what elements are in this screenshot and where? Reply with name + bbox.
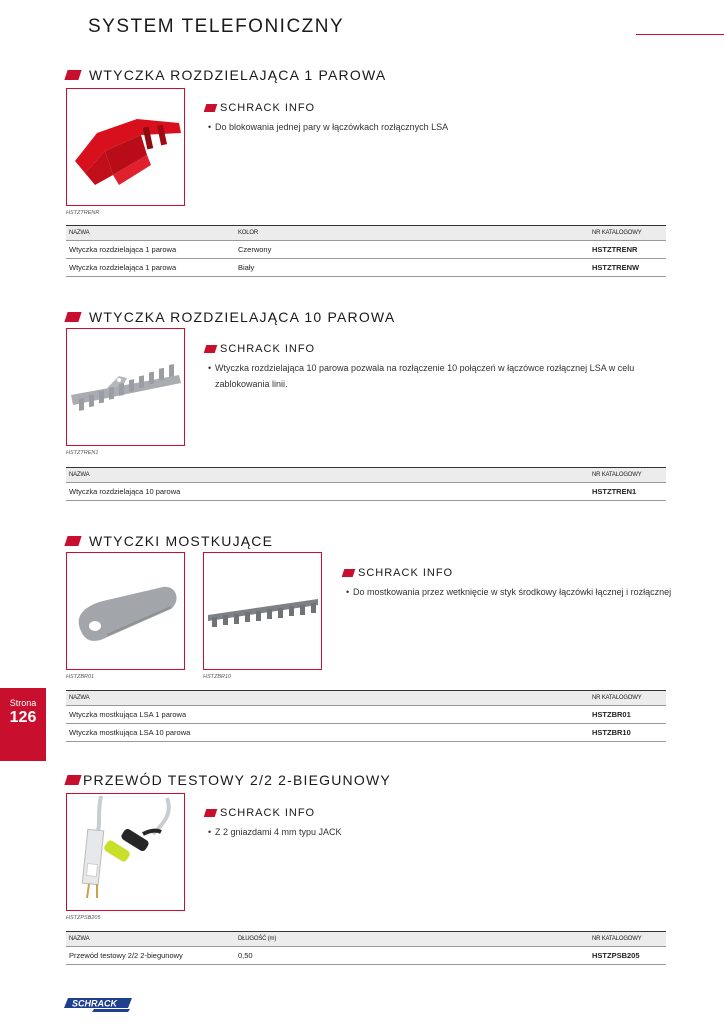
svg-text:SCHRACK: SCHRACK bbox=[72, 998, 117, 1009]
title-rule bbox=[636, 34, 724, 35]
col-header-nr: NR KATALOGOWY bbox=[592, 695, 642, 701]
image-caption: HSTZPSB205 bbox=[66, 915, 101, 921]
product-image-bridge-10-pair bbox=[203, 552, 322, 670]
page-label: Strona bbox=[9, 698, 37, 708]
bullet-icon: • bbox=[208, 827, 212, 837]
section-flag-icon bbox=[64, 70, 81, 80]
cell-nazwa: Przewód testowy 2/2 2-biegunowy bbox=[69, 951, 183, 960]
cell-nr: HSTZBR10 bbox=[592, 728, 631, 737]
info-heading bbox=[343, 567, 683, 579]
cell-nazwa: Wtyczka rozdzielająca 1 parowa bbox=[69, 263, 177, 272]
col-header-dlugosc: DŁUGOŚĆ (m) bbox=[238, 936, 277, 942]
info-item-text: Do blokowania jednej pary w łączówkach rozłącznych LSA bbox=[215, 122, 449, 132]
bullet-icon: • bbox=[208, 122, 212, 132]
table-row bbox=[66, 483, 666, 501]
bridge-plate-icon bbox=[67, 553, 185, 670]
schrack-logo-icon bbox=[64, 997, 134, 1013]
section-heading-4 bbox=[66, 772, 391, 788]
col-header-nr: NR KATALOGOWY bbox=[592, 936, 642, 942]
section-title: WTYCZKI MOSTKUJĄCE bbox=[89, 533, 274, 549]
schrack-info-2 bbox=[205, 343, 675, 392]
cell-nr: HSTZPSB205 bbox=[592, 951, 640, 960]
schrack-logo bbox=[64, 997, 134, 1018]
product-image-red-plug bbox=[66, 88, 185, 206]
section-heading-2 bbox=[66, 309, 395, 325]
cell-nazwa: Wtyczka rozdzielająca 10 parowa bbox=[69, 487, 181, 496]
section-flag-icon bbox=[64, 312, 81, 322]
product-table-4 bbox=[66, 931, 666, 965]
cell-nr: HSTZTREN1 bbox=[592, 487, 637, 496]
product-image-10-pair-plug bbox=[66, 328, 185, 446]
schrack-info-4 bbox=[205, 807, 675, 840]
section-heading-1 bbox=[66, 67, 386, 83]
bullet-icon: • bbox=[346, 587, 350, 597]
table-row bbox=[66, 947, 666, 965]
col-header-nr: NR KATALOGOWY bbox=[592, 472, 642, 478]
table-header bbox=[66, 467, 666, 483]
product-table-2 bbox=[66, 467, 666, 501]
table-row bbox=[66, 706, 666, 724]
cell-nazwa: Wtyczka mostkująca LSA 10 parowa bbox=[69, 728, 191, 737]
info-heading bbox=[205, 102, 675, 114]
section-title: WTYCZKA ROZDZIELAJĄCA 10 PAROWA bbox=[89, 309, 396, 325]
cell-nr: HSTZTRENR bbox=[592, 245, 638, 254]
cell-nr: HSTZTRENW bbox=[592, 263, 640, 272]
info-title: SCHRACK INFO bbox=[220, 807, 316, 819]
cell-kolor: Czerwony bbox=[238, 245, 272, 254]
product-table-3 bbox=[66, 690, 666, 742]
info-title: SCHRACK INFO bbox=[220, 343, 316, 355]
product-image-bridge-1-pair bbox=[66, 552, 185, 670]
table-row bbox=[66, 259, 666, 277]
image-caption: HSTZBR10 bbox=[203, 674, 232, 680]
cell-kolor: Biały bbox=[238, 263, 255, 272]
comb-plug-icon bbox=[67, 329, 185, 446]
page-number-tab bbox=[0, 688, 46, 761]
info-item bbox=[343, 584, 683, 600]
info-item bbox=[205, 360, 675, 392]
section-title: PRZEWÓD TESTOWY 2/2 2-BIEGUNOWY bbox=[83, 772, 391, 788]
info-item-text: Wtyczka rozdzielająca 10 parowa pozwala na rozłączenie 10 połączeń w łączówce rozłącznej LSA w celu zablokowania linii. bbox=[215, 363, 635, 389]
info-heading bbox=[205, 807, 675, 819]
section-flag-icon bbox=[64, 775, 81, 785]
image-caption: HSTZTRENR bbox=[66, 210, 100, 216]
schrack-info-1 bbox=[205, 102, 675, 135]
image-caption: HSTZBR01 bbox=[66, 674, 95, 680]
product-table-1 bbox=[66, 225, 666, 277]
cell-nazwa: Wtyczka mostkująca LSA 1 parowa bbox=[69, 710, 187, 719]
bridge-comb-icon bbox=[204, 553, 322, 670]
col-header-nazwa: NAZWA bbox=[69, 936, 90, 942]
info-title: SCHRACK INFO bbox=[358, 567, 454, 579]
info-title: SCHRACK INFO bbox=[220, 102, 316, 114]
col-header-nazwa: NAZWA bbox=[69, 230, 90, 236]
test-cable-icon bbox=[67, 794, 185, 911]
section-heading-3 bbox=[66, 533, 273, 549]
table-header bbox=[66, 225, 666, 241]
cell-dlugosc: 0,50 bbox=[238, 951, 253, 960]
section-flag-icon bbox=[64, 536, 81, 546]
info-flag-icon bbox=[204, 345, 218, 353]
product-image-test-cable bbox=[66, 793, 185, 911]
info-flag-icon bbox=[342, 569, 356, 577]
table-header bbox=[66, 931, 666, 947]
col-header-nazwa: NAZWA bbox=[69, 472, 90, 478]
cell-nr: HSTZBR01 bbox=[592, 710, 631, 719]
col-header-nr: NR KATALOGOWY bbox=[592, 230, 642, 236]
info-flag-icon bbox=[204, 104, 218, 112]
red-plug-icon bbox=[67, 89, 185, 206]
col-header-kolor: KOLOR bbox=[238, 230, 259, 236]
section-title: WTYCZKA ROZDZIELAJĄCA 1 PAROWA bbox=[89, 67, 387, 83]
table-header bbox=[66, 690, 666, 706]
page-title: SYSTEM TELEFONICZNY bbox=[88, 16, 345, 37]
info-item-text: Z 2 gniazdami 4 mm typu JACK bbox=[215, 827, 342, 837]
table-row bbox=[66, 241, 666, 259]
page-number: 126 bbox=[9, 709, 37, 726]
info-flag-icon bbox=[204, 809, 218, 817]
info-item-text: Do mostkowania przez wetknięcie w styk środkowy łączówki łącznej i rozłącznej bbox=[353, 587, 672, 597]
info-heading bbox=[205, 343, 675, 355]
info-item bbox=[205, 119, 675, 135]
bullet-icon: • bbox=[208, 363, 212, 373]
col-header-nazwa: NAZWA bbox=[69, 695, 90, 701]
info-item bbox=[205, 824, 675, 840]
image-caption: HSTZTREN1 bbox=[66, 450, 99, 456]
schrack-info-3 bbox=[343, 567, 683, 600]
cell-nazwa: Wtyczka rozdzielająca 1 parowa bbox=[69, 245, 177, 254]
table-row bbox=[66, 724, 666, 742]
